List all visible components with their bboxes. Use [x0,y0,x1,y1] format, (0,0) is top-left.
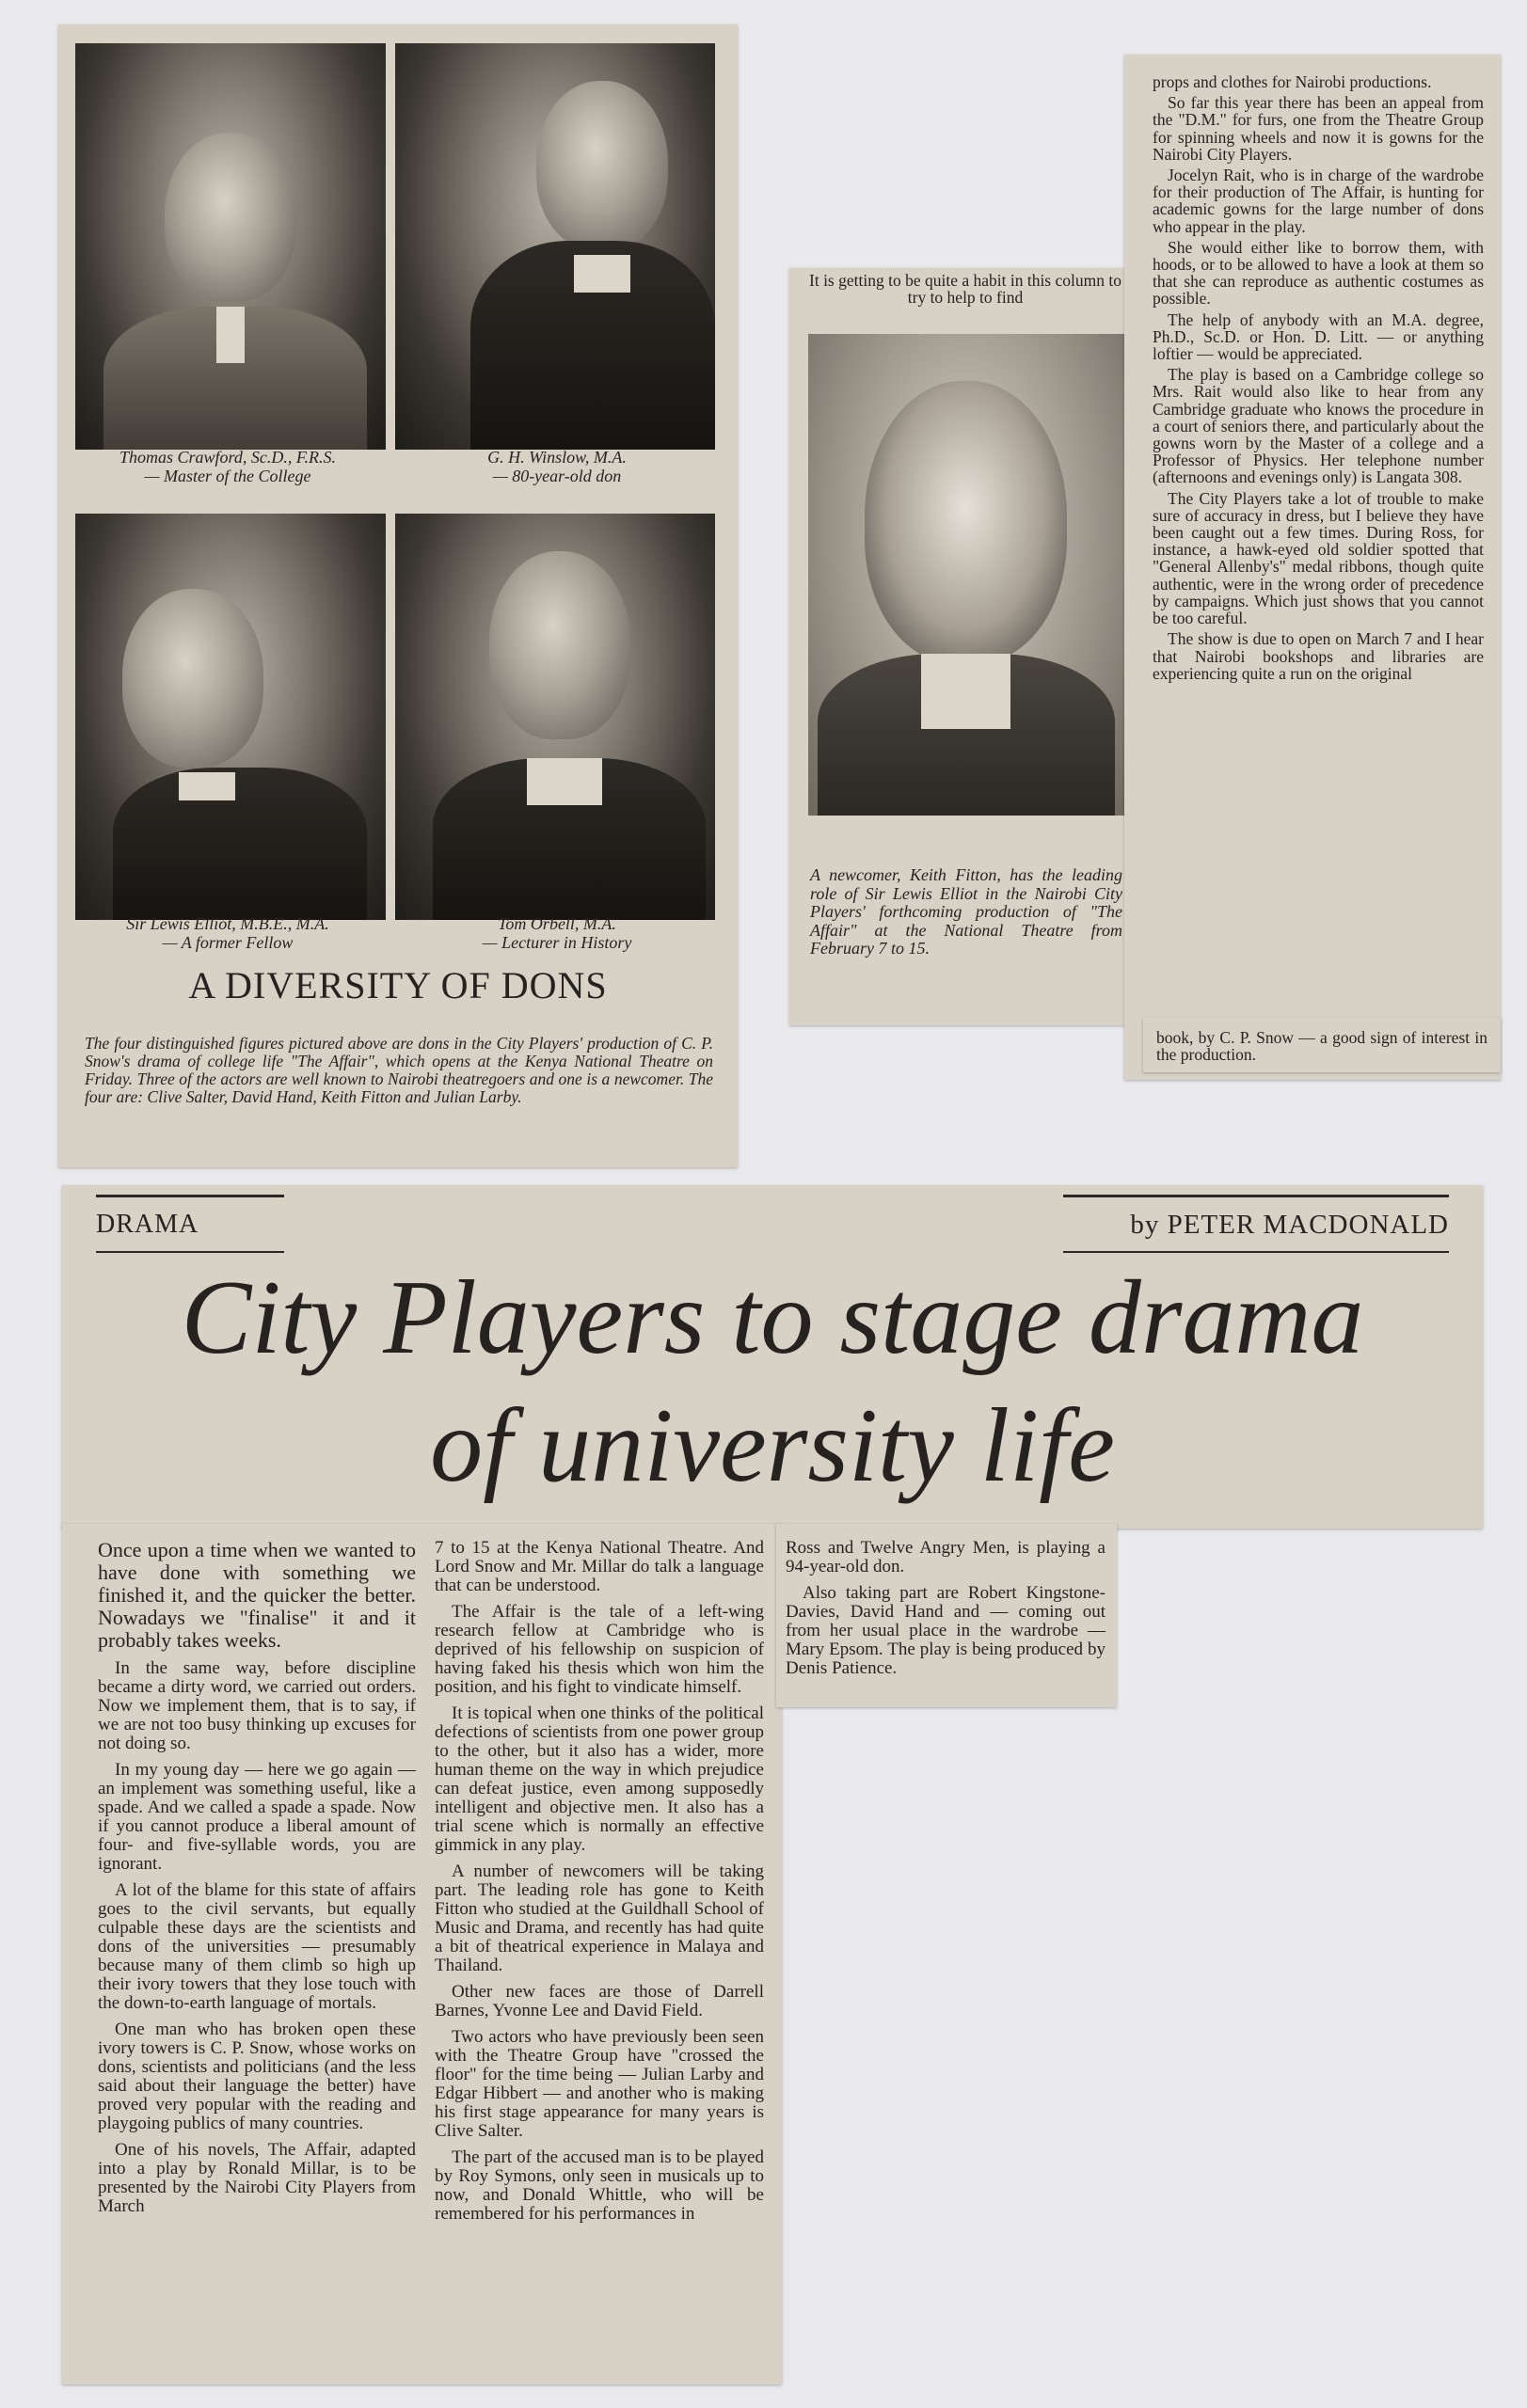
section-rule-left [96,1195,284,1197]
byline: by PETER MACDONALD [1130,1210,1449,1240]
article-column-3: Ross and Twelve Angry Men, is playing a 94-year-old don. Also taking part are Robert Kingstone-Davies, David Hand and — coming out from her usual place in the wardrobe — Mary Epsom. The play is being produced by Denis Patience. [786,1538,1105,1678]
portrait-caption-winslow: G. H. Winslow, M.A. — 80-year-old don [487,448,627,485]
article-column-2: 7 to 15 at the Kenya National Theatre. And Lord Snow and Mr. Millar do talk a language that can be understood. The Affair is the tale of a left-wing research fellow at Cambridge who is deprived of his fellowship on suspicion of having faked his thesis which won him the position, and his fight to vindicate himself. It is topical when one thinks of the political defections of scientists from one power group to the other, but it also has a wider, more human theme on the way in which prejudice can defeat justice, even among supposedly intelligent and objective men. It also has a trial scene which is normally an effective gimmick in any play. A number of newcomers will be taking part. The leading role has gone to Keith Fitton who studied at the Guildhall School of Music and Drama, and recently has had quite a bit of theatrical experience in Malaya and Thailand. Other new faces are those of Darrell Barnes, Yvonne Lee and David Field. Two actors who have previously been seen with the Theatre Group have "crossed the floor" for the time being — Julian Larby and Edgar Hibbert — and another who is making his first stage appearance for many years is Clive Salter. The part of the accused man is to be played by Roy Symons, only seen in musicals up to now, and Donald Whittle, who will be remembered for his performances in [435,1538,764,2224]
main-article-col3-clipping [776,1524,1117,1707]
column-footer: book, by C. P. Snow — a good sign of interest in the production. [1156,1028,1487,1065]
byline-rule-under [1063,1251,1449,1253]
newcomer-photo-caption: A newcomer, Keith Fitton, has the leading role of Sir Lewis Elliot in the Nairobi City Players' forthcoming production of "The Affair" at the National Theatre from February 7 to 15. [810,865,1122,958]
portrait-caption-crawford: Thomas Crawford, Sc.D., F.R.S. — Master of the College [119,448,337,485]
main-article-body-clipping [62,1524,782,2384]
dons-clipping [58,24,738,1167]
portrait-photo-elliot [75,514,386,920]
newcomer-portrait-photo [808,334,1124,816]
section-label: DRAMA [96,1210,199,1239]
portrait-caption-elliot: Sir Lewis Elliot, M.B.E., M.A. — A former Fellow [126,914,329,952]
headline-line-2: of university life [430,1387,1115,1504]
column-footer-clipping [1143,1018,1501,1072]
column-clipping-right [1124,55,1501,1080]
dons-caption: The four distinguished figures pictured above are dons in the City Players' production of C. P. Snow's drama of college life "The Affair", which opens at the Kenya National Theatre on Friday. Three of the actors are well known to Nairobi theatregoers and one is a newcomer. The four are: Clive Salter, David Hand, Keith Fitton and Julian Larby. [85,1034,713,1106]
main-article-clipping [62,1185,1483,1529]
byline-rule-top [1063,1195,1449,1197]
column-intro: It is getting to be quite a habit in this column to try to help to find [809,271,1121,308]
portrait-photo-orbell [395,514,715,920]
column-body: props and clothes for Nairobi productions. So far this year there has been an appeal from the "D.M." for furs, one from the Theatre Group for spinning wheels and now it is gowns for the Nairobi City Players. Jocelyn Rait, who is in charge of the wardrobe for their production of The Affair, is hunting for academic gowns for the large number of dons who appear in the play. She would either like to borrow them, with hoods, or to be allowed to have a look at them so that she can reproduce as authentic costumes as possible. The help of anybody with an M.A. degree, Ph.D., Sc.D. or Hon. D. Litt. — or anything loftier — would be appreciated. The play is based on a Cambridge college so Mrs. Rait would also like to hear from any Cambridge graduate who knows the procedure in a court of seniors there, and particularly about the gowns worn by the Master of a college and a Professor of Physics. Her telephone number (afternoons and evenings only) is Langata 308. The City Players take a lot of trouble to make sure of accuracy in dress, but I believe they have been caught out a few times. During Ross, for instance, a hawk-eyed old soldier spotted that "General Allenby's" medal ribbons, though quite authentic, were in the wrong order of precedence by campaigns. Which just shows that you cannot be too careful. The show is due to open on March 7 and I hear that Nairobi bookshops and libraries are experiencing quite a run on the original [1153,72,1484,683]
portrait-caption-orbell: Tom Orbell, M.A. — Lecturer in History [482,914,632,952]
article-column-1: Once upon a time when we wanted to have done with something we finished it, and the quicker the better. Nowadays we "finalise" it and it probably takes weeks. In the same way, before discipline became a dirty word, we carried out orders. Now we implement them, that is to say, if we are not too busy thinking up excuses for not doing so. In my young day — here we go again — an implement was something useful, like a spade. And we called a spade a spade. Now if you cannot produce a liberal amount of four- and five-syllable words, you are ignorant. A lot of the blame for this state of affairs goes to the civil servants, but equally culpable these days are the scientists and dons of the universities — presumably because many of them climb so high up their ivory towers that they lose touch with the down-to-earth language of mortals. One man who has broken open these ivory towers is C. P. Snow, whose works on dons, scientists and politicians (and the less said about their language the better) have proved very popular with the reading and playgoing publics of many countries. One of his novels, The Affair, adapted into a play by Ronald Millar, is to be presented by the Nairobi City Players from March [98,1538,416,2216]
section-rule-under [96,1251,284,1253]
portrait-photo-winslow [395,43,715,450]
headline-line-1: City Players to stage drama [181,1259,1364,1376]
portrait-photo-crawford [75,43,386,450]
dons-headline: A DIVERSITY OF DONS [188,964,608,1006]
column-clipping-left [789,268,1142,1025]
